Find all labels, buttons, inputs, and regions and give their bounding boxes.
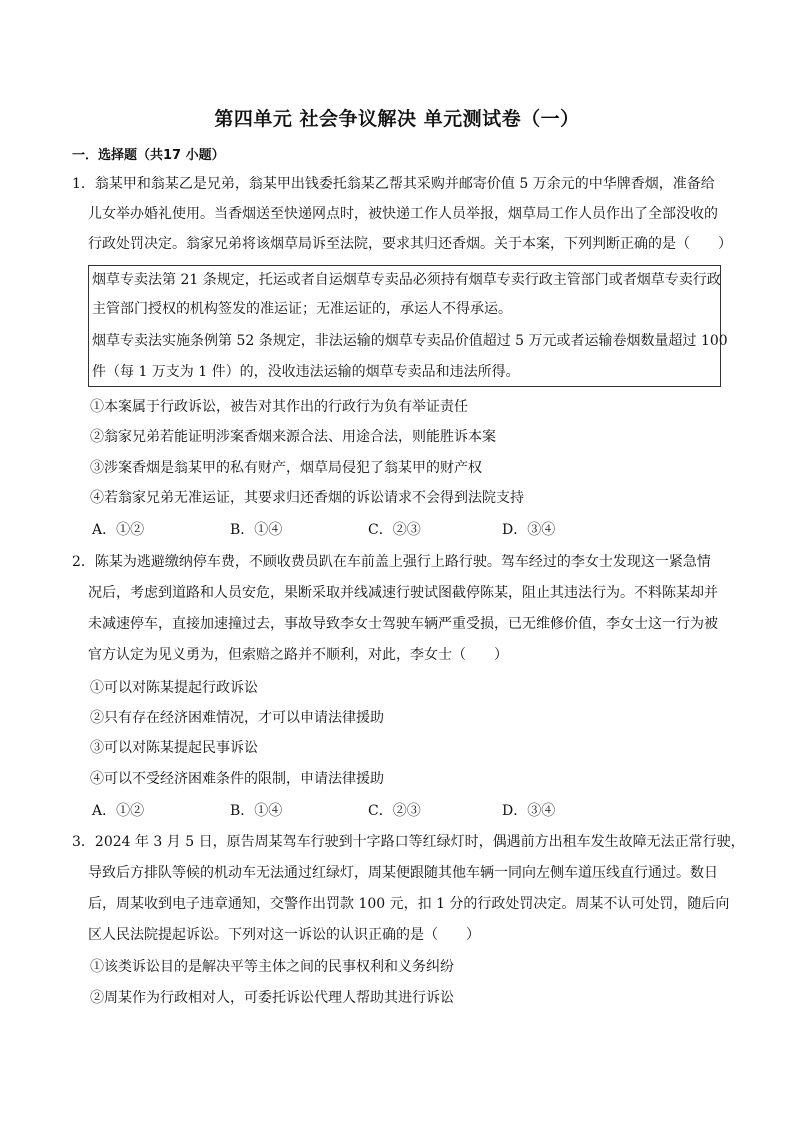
q2-stem-line: 官方认定为见义勇为，但索赔之路并不顺利，对此，李女士（ ） xyxy=(88,647,508,663)
section-heading: 一．选择题（共17 小题） xyxy=(72,148,225,163)
q1-material-line: 烟草专卖法实施条例第 52 条规定，非法运输的烟草专卖品价值超过 5 万元或者运输卷烟数量超过 100 xyxy=(92,333,728,349)
q2-statement: ①可以对陈某提起行政诉讼 xyxy=(90,680,258,696)
q1-option-a[interactable]: A．①② xyxy=(92,522,145,538)
q1-stem-line: 儿女举办婚礼使用。当香烟送至快递网点时，被快递工作人员举报，烟草局工作人员作出了全部没收的 xyxy=(88,206,718,222)
q1-option-b[interactable]: B．①④ xyxy=(230,522,283,538)
q3-stem-line: 区人民法院提起诉讼。下列对这一诉讼的认识正确的是（ ） xyxy=(88,927,480,943)
q1-statement: ①本案属于行政诉讼，被告对其作出的行政行为负有举证责任 xyxy=(90,399,468,415)
q1-material-line: 件（每 1 万支为 1 件）的，没收违法运输的烟草专卖品和违法所得。 xyxy=(92,364,520,380)
q1-material-line: 烟草专卖法第 21 条规定，托运或者自运烟草专卖品必须持有烟草专卖行政主管部门或者烟草专卖行政 xyxy=(92,272,721,288)
q1-option-c[interactable]: C．②③ xyxy=(368,522,421,538)
q3-stem-line: 后，周某收到电子违章通知，交警作出罚款 100 元，扣 1 分的行政处罚决定。周某不认可处罚，随后向 xyxy=(88,896,730,912)
q2-option-a[interactable]: A．①② xyxy=(92,803,145,819)
q1-stem-line: 行政处罚决定。翁家兄弟将该烟草局诉至法院，要求其归还香烟。关于本案，下列判断正确的是（ ） xyxy=(88,236,732,252)
page-title: 第四单元 社会争议解决 单元测试卷（一） xyxy=(214,108,580,130)
q2-statement: ③可以对陈某提起民事诉讼 xyxy=(90,740,258,756)
q2-statement: ②只有存在经济困难情况，才可以申请法律援助 xyxy=(90,710,384,726)
q1-option-d[interactable]: D．③④ xyxy=(502,522,556,538)
q2-statement: ④可以不受经济困难条件的限制，申请法律援助 xyxy=(90,771,384,787)
q2-stem-line: 未减速停车，直接加速撞过去，事故导致李女士驾驶车辆严重受损，已无维修价值，李女士这一行为被 xyxy=(88,616,718,632)
q3-stem-line: 3．2024 年 3 月 5 日，原告周某驾车行驶到十字路口等红绿灯时，偶遇前方出租车发生故障无法正常行驶， xyxy=(72,834,745,850)
q1-statement: ④若翁家兄弟无准运证，其要求归还香烟的诉讼请求不会得到法院支持 xyxy=(90,490,524,506)
q2-option-d[interactable]: D．③④ xyxy=(502,803,556,819)
q2-stem-line: 况后，考虑到道路和人员安危，果断采取并线减速行驶试图截停陈某，阻止其违法行为。不料陈某却并 xyxy=(88,585,718,601)
q1-statement: ③涉案香烟是翁某甲的私有财产，烟草局侵犯了翁某甲的财产权 xyxy=(90,460,482,476)
q1-statement: ②翁家兄弟若能证明涉案香烟来源合法、用途合法，则能胜诉本案 xyxy=(90,429,496,445)
q3-statement: ①该类诉讼目的是解决平等主体之间的民事权利和义务纠纷 xyxy=(90,959,454,975)
q1-stem-line: 1．翁某甲和翁某乙是兄弟，翁某甲出钱委托翁某乙帮其采购并邮寄价值 5 万余元的中华牌香烟，准备给 xyxy=(72,176,715,192)
q1-material-line: 主管部门授权的机构签发的准运证；无准运证的，承运人不得承运。 xyxy=(92,301,512,317)
q3-statement: ②周某作为行政相对人，可委托诉讼代理人帮助其进行诉讼 xyxy=(90,990,454,1006)
q2-option-c[interactable]: C．②③ xyxy=(368,803,421,819)
q2-stem-line: 2．陈某为逃避缴纳停车费，不顾收费员趴在车前盖上强行上路行驶。驾车经过的李女士发现这一紧急情 xyxy=(72,554,711,570)
q3-stem-line: 导致后方排队等候的机动车无法通过红绿灯，周某便跟随其他车辆一同向左侧车道压线直行通过。数日 xyxy=(88,865,718,881)
q2-option-b[interactable]: B．①④ xyxy=(230,803,283,819)
